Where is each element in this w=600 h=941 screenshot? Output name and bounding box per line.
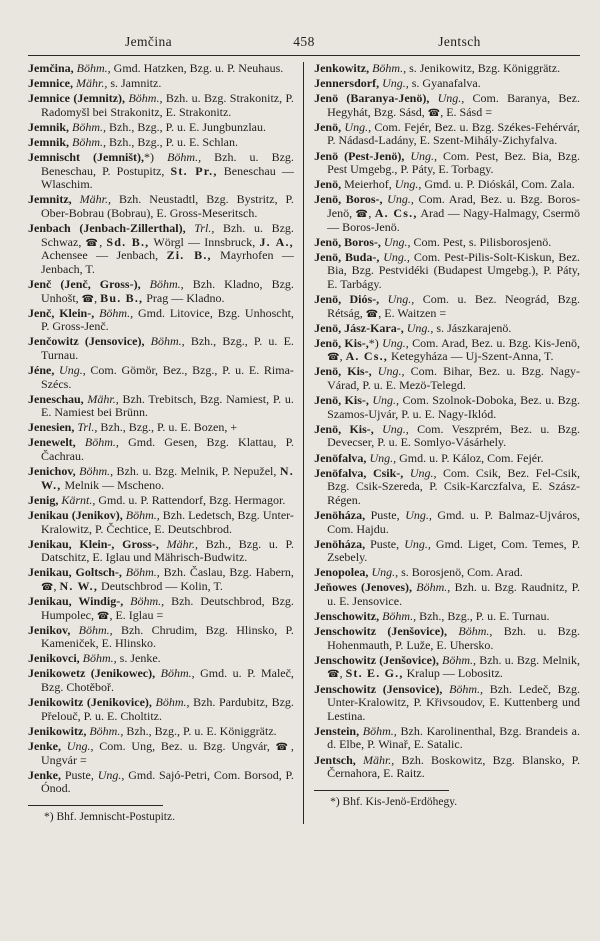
gazetteer-entry <box>28 538 294 565</box>
entry-text: Gmd. Liget, Com. Temes, P. Zsebely. <box>327 536 580 565</box>
gazetteer-entry <box>28 436 294 463</box>
entry-text: Com. Baranya, Bez. Hegyhát, Bzg. Sásd, <box>327 91 580 119</box>
entry-text: Gmd. Gesen, Bzg. Klattau, P. Čachrau. <box>41 435 294 464</box>
entry-text: Gmd. Litovice, Bzg. Unhoscht, P. Gross-Jenč. <box>41 305 294 334</box>
entry-region-abbr: Böhm., <box>94 305 134 320</box>
entry-text: Gmd. Sajó-Petri, Com. Borsod, P. Ónod. <box>41 767 294 796</box>
gazetteer-entry <box>28 307 294 334</box>
entry-region-abbr: Böhm., <box>121 565 160 580</box>
entry-region-abbr: Ung., <box>394 177 422 192</box>
entry-headword: Jenikowetz (Jenikowec), <box>28 666 156 681</box>
entry-headword: Jenö, <box>314 177 342 192</box>
left-column <box>28 62 303 824</box>
gazetteer-entry <box>28 667 294 694</box>
gazetteer-entry <box>314 365 580 392</box>
gazetteer-entry <box>28 151 294 192</box>
gazetteer-entry <box>314 581 580 608</box>
entry-region-abbr: Böhm., <box>140 276 184 291</box>
entry-headword: Jenke, <box>28 767 61 782</box>
gazetteer-entry <box>28 465 294 492</box>
entry-headword: Jenö, Kis-, <box>314 335 369 350</box>
gazetteer-entry <box>28 77 294 91</box>
entry-region-abbr: Böhm., <box>369 61 407 75</box>
entry-headword: Jemnitz, <box>28 192 72 207</box>
entry-railway-abbr: A. Cs., <box>374 205 418 220</box>
gazetteer-entry <box>314 423 580 450</box>
entry-headword: Jenikovci, <box>28 651 80 666</box>
entry-region-abbr: Böhm., <box>438 652 477 667</box>
entry-text: s. Jamnitz. <box>107 76 162 91</box>
entry-text: Com. Szolnok-Doboka, Bez. u. Bzg. Szamos-Ujvár, P. u. E. Nagy-Iklód. <box>327 393 580 421</box>
gazetteer-entry <box>314 62 580 76</box>
entry-headword: Jenöfalva, Csik-, <box>314 465 404 480</box>
entry-text: Bzh. u. Bzg. Strakonitz, P. Radomyšl bei Strakonitz, E. Strakonitz. <box>41 91 294 119</box>
entry-region-abbr: Ung., <box>405 507 432 522</box>
entry-headword: Jéne, <box>28 362 55 377</box>
entry-text: Gmd. u. P. Dióskál, Com. Zala. <box>421 177 575 192</box>
gazetteer-entry <box>28 393 294 420</box>
entry-railway-abbr: N. W., <box>59 578 99 593</box>
posthorn-icon: ☎ <box>41 581 54 593</box>
text-columns <box>28 62 580 824</box>
entry-region-abbr: Trl., <box>74 420 98 435</box>
entry-region-abbr: Böhm., <box>69 119 107 134</box>
entry-text: Com. u. Bez. Neográd, Bzg. Rétság, <box>327 292 581 320</box>
entry-region-abbr: Mähr., <box>83 391 119 406</box>
entry-railway-abbr: A. Cs., <box>345 349 388 364</box>
gazetteer-entry <box>28 725 294 739</box>
entry-text: Bzh., Bzg., P. u. E. Turnau. <box>416 609 550 624</box>
entry-text: Com. Pest, s. Pilisborosjenö. <box>410 234 552 249</box>
gazetteer-entry <box>28 624 294 651</box>
posthorn-icon: ☎ <box>85 237 100 249</box>
entry-text: Gmd. Hatzken, Bzg. u. P. Neuhaus. <box>110 61 284 75</box>
gazetteer-entry <box>28 769 294 796</box>
entry-region-abbr: Mähr., <box>355 752 395 767</box>
entry-region-abbr: Ung., <box>54 362 86 377</box>
entry-text: Bzh. u. Bzg. Melnik, P. Nepužel, <box>113 464 280 479</box>
entry-region-abbr: Mähr., <box>158 536 198 551</box>
entry-region-abbr: Ung., <box>366 450 397 465</box>
gazetteer-entry <box>28 509 294 536</box>
entry-region-abbr: Kärnt., <box>58 492 96 507</box>
entry-railway-abbr: Sd. B., <box>106 234 150 249</box>
entry-headword: Jenö, Jász-Kara-, <box>314 320 404 335</box>
gazetteer-entry <box>314 725 580 752</box>
entry-region-abbr: Böhm., <box>412 580 451 595</box>
entry-headword: Jenö (Baranya-Jenö), <box>314 91 430 106</box>
gazetteer-entry <box>314 754 580 781</box>
entry-region-abbr: Ung., <box>404 148 438 163</box>
entry-text: Beneschau — Wlaschim. <box>41 163 294 192</box>
gazetteer-entry <box>314 337 580 364</box>
entry-railway-abbr: J. A., <box>259 234 294 249</box>
entry-region-abbr: Mähr., <box>72 76 108 91</box>
entry-text: Com. Csik, Bez. Fel-Csik, Bzg. Csik-Szereda, P. Csik-Karczfalva, E. Szász-Régen. <box>327 465 581 507</box>
entry-text: Com. Bihar, Bez. u. Bzg. Nagy-Várad, P. u. E. Mezö-Telegd. <box>327 364 580 393</box>
running-head <box>28 34 580 50</box>
entry-region-abbr: Ung., <box>341 119 372 134</box>
entry-region-abbr: Trl., <box>185 221 215 236</box>
entry-headword: Jemčina, <box>28 61 74 75</box>
entry-text: Bzh. Chrudim, Bzg. Hlinsko, P. Kameniček, E. Hlinsko. <box>41 622 294 651</box>
entry-headword: Jemnik, <box>28 134 70 149</box>
posthorn-icon: ☎ <box>365 308 379 320</box>
entry-headword: Jenöfalva, <box>314 450 367 465</box>
gazetteer-entry <box>314 193 580 234</box>
entry-headword: Jenke, <box>28 738 61 753</box>
entry-headword: Jenö, Boros-, <box>314 192 383 207</box>
entry-text: Bzh. Boskowitz, Bzg. Blansko, P. Černahora, E. Raitz. <box>327 752 580 781</box>
gazetteer-entry <box>28 566 294 593</box>
footnote-rule-right <box>314 790 449 791</box>
entry-text: Bzh., Bzg., P. u. E. Turnau. <box>41 334 294 362</box>
entry-text: Bzh. u. Bzg. Raudnitz, P. u. E. Jensovice. <box>327 580 581 608</box>
entry-headword: Jenewelt, <box>28 435 76 450</box>
entry-headword: Jeňowes (Jenoves), <box>314 580 413 595</box>
entry-region-abbr: Böhm., <box>75 464 114 479</box>
entry-headword: Jenö, Buda-, <box>314 249 380 264</box>
entry-text: Com. Veszprém, Bez. u. Bzg. Devecser, P. u. E. Somlyo-Vásárhely. <box>327 421 580 450</box>
entry-headword: Jenopolea, <box>314 565 369 580</box>
entry-region-abbr: Ung., <box>382 192 414 207</box>
entry-headword: Jenikau, Windig-, <box>28 593 124 608</box>
entry-text: , Ungvár = <box>41 738 294 767</box>
entry-region-abbr: Ung., <box>380 234 411 249</box>
entry-region-abbr: Böhm., <box>151 695 190 710</box>
entry-region-abbr: Böhm., <box>79 651 117 666</box>
entry-headword: Jenkowitz, <box>314 61 370 75</box>
entry-text: Com. Arad, Bez. u. Bzg. Boros-Jenö, <box>327 192 580 220</box>
entry-railway-abbr: N. W., <box>41 464 294 492</box>
entry-headword: Jenö, Kis-, <box>314 393 369 408</box>
footnote-right: *) Bhf. Kis-Jenö-Erdöhegy. <box>330 795 458 808</box>
entry-region-abbr: Böhm., <box>447 624 493 639</box>
entry-text: , <box>53 578 60 593</box>
entry-text: Prag — Kladno. <box>143 290 225 305</box>
entry-railway-abbr: St. E. G., <box>345 666 404 681</box>
entry-text: Kralup — Lobositz. <box>403 666 503 681</box>
entry-region-abbr: Böhm., <box>155 666 195 681</box>
entry-text: Meierhof, <box>341 177 395 192</box>
gazetteer-entry <box>28 335 294 362</box>
entry-region-abbr: Ung., <box>429 91 465 106</box>
posthorn-icon: ☎ <box>97 610 110 622</box>
gazetteer-entry <box>314 610 580 624</box>
entry-region-abbr: Böhm., <box>442 681 484 696</box>
entry-headword: Jenbach (Jenbach-Zillerthal), <box>28 221 186 236</box>
entry-headword: Jenikowitz (Jenikovice), <box>28 695 152 710</box>
entry-headword: Jennersdorf, <box>314 76 380 91</box>
gazetteer-entry <box>28 92 294 119</box>
entry-text: Deutschbrod — Kolin, T. <box>98 578 223 593</box>
entry-text: Bzh. Ledetsch, Bzg. Unter-Kralowitz, P. Čechtice, E. Deutschbrod. <box>41 507 294 536</box>
running-head-right-keyword: Jentsch <box>438 34 481 49</box>
entry-region-abbr: Ung., <box>371 364 405 379</box>
gazetteer-entry <box>28 278 294 305</box>
entry-headword: Jenschowitz (Jenšovice), <box>314 652 439 667</box>
gazetteer-entry <box>28 696 294 723</box>
entry-text: , <box>339 666 346 681</box>
gazetteer-entry <box>314 251 580 292</box>
gazetteer-entry <box>314 452 580 466</box>
entry-headword: Jemnice (Jemnitz), <box>28 91 126 106</box>
entry-railway-abbr: Zi. B., <box>166 248 212 263</box>
gazetteer-entry <box>28 421 294 435</box>
entry-region-abbr: Ung., <box>403 320 434 335</box>
gazetteer-entry <box>28 62 294 76</box>
gazetteer-entry <box>28 652 294 666</box>
entry-text: Bzh. Trebitsch, Bzg. Namiest, P. u. E. Namiest bei Brünn. <box>41 391 294 420</box>
entry-text: Bzh., Bzg., P. u. E. Bozen, + <box>97 420 238 435</box>
gazetteer-entry <box>314 92 580 119</box>
entry-text: Puste, <box>365 507 406 522</box>
entry-text: Mayrhofen — Jenbach, T. <box>41 248 294 276</box>
gazetteer-entry <box>314 150 580 177</box>
entry-text: Bzh. Kladno, Bzg. Unhošt, <box>41 276 294 305</box>
entry-region-abbr: Böhm., <box>123 593 165 608</box>
entry-text: Com. Pest-Pilis-Solt-Kiskun, Bez. Bia, Bzg. Pestvidéki (Budapest Umgebg.), P. Páty, E. Tarbágy. <box>327 249 580 291</box>
entry-headword: Jenschowitz (Jensovice), <box>314 681 443 696</box>
entry-region-abbr: Mähr., <box>71 192 111 207</box>
entry-text: s. Jenikowitz, Bzg. Königgrätz. <box>406 61 561 75</box>
gazetteer-entry <box>314 77 580 91</box>
posthorn-icon: ☎ <box>81 293 95 305</box>
gazetteer-entry <box>314 322 580 336</box>
entry-text: Bzh., Bzg., P. u. E. Königgrätz. <box>123 723 277 738</box>
entry-railway-abbr: St. Pr., <box>170 163 218 178</box>
entry-text: Bzh. Ledeč, Bzg. Unter-Kralowitz, P. Křivsoudov, E. Kuttenberg und Lestina. <box>327 681 581 723</box>
gazetteer-entry <box>28 193 294 220</box>
entry-text: Bzh., Bzg., P. u. E. Jungbunzlau. <box>106 119 267 134</box>
entry-headword: Jenesien, <box>28 420 75 435</box>
posthorn-icon: ☎ <box>275 741 291 753</box>
gazetteer-entry <box>314 538 580 565</box>
entry-text: s. Gyanafalva. <box>408 76 481 91</box>
footnote-left: *) Bhf. Jemnischt-Postupitz. <box>44 810 175 823</box>
running-head-left-keyword: Jemčina <box>124 34 173 49</box>
entry-text: Gmd. u. P. Rattendorf, Bzg. Hermagor. <box>95 492 286 507</box>
entry-headword: Jenöháza, <box>314 536 366 551</box>
entry-text: Com. Gömör, Bez., Bzg., P. u. E. Rima-Szécs. <box>41 362 294 391</box>
entry-headword: Jenčowitz (Jensovice), <box>28 334 145 349</box>
entry-headword: Jenschowitz, <box>314 609 380 624</box>
posthorn-icon: ☎ <box>355 208 369 220</box>
entry-headword: Jenschowitz (Jenšovice), <box>314 624 448 639</box>
entry-text: Bzh. Pardubitz, Bzg. Přelouč, P. u. E. Choltitz. <box>41 695 294 723</box>
entry-headword: Jenč (Jenč, Gross-), <box>28 276 141 291</box>
entry-region-abbr: Böhm., <box>144 334 185 349</box>
entry-region-abbr: Ung., <box>403 465 437 480</box>
entry-text: , <box>339 349 346 364</box>
entry-text: s. Jászkarajenö. <box>433 320 512 335</box>
entry-region-abbr: Ung., <box>379 76 409 91</box>
entry-headword: Jenč, Klein-, <box>28 305 95 320</box>
gazetteer-entry <box>314 509 580 536</box>
entry-region-abbr: Böhm., <box>359 723 397 738</box>
entry-text: , E. Iglau = <box>109 607 164 622</box>
entry-text: Com. Pest, Bez. Bia, Bzg. Pest Umgebg., P. Páty, E. Torbagy. <box>327 148 580 177</box>
entry-region-abbr: Böhm., <box>73 61 111 75</box>
entry-headword: Jenikau (Jenikov), <box>28 507 123 522</box>
entry-headword: Jenikau, Klein-, Gross-, <box>28 536 159 551</box>
entry-headword: Jenö, Kis-, <box>314 421 374 436</box>
entry-text: Bzh. Časlau, Bzg. Habern, <box>159 565 294 580</box>
gazetteer-entry <box>314 654 580 681</box>
entry-text: Bzh. u. Bzg. Hohenmauth, P. Luže, E. Uhersko. <box>327 624 581 652</box>
entry-region-abbr: Ung., <box>368 393 400 408</box>
entry-text: , <box>368 205 375 220</box>
gazetteer-entry <box>314 625 580 652</box>
entry-region-abbr: Ung., <box>97 767 125 782</box>
entry-text: Gmd. u. P. Balmaz-Ujváros, Com. Hajdu. <box>327 507 580 536</box>
entry-text: Bzh. Neustadtl, Bzg. Bystritz, P. Ober-Bobrau (Bobrau), E. Gross-Meseritsch. <box>41 192 294 220</box>
entry-text: Gmd. u. P. Maleč, Bzg. Chotěboř. <box>41 666 294 695</box>
gazetteer-entry <box>28 494 294 508</box>
entry-region-abbr: Böhm., <box>167 150 202 165</box>
gazetteer-entry <box>28 595 294 622</box>
entry-text: Puste, <box>365 536 405 551</box>
entry-text: Puste, <box>61 767 98 782</box>
entry-headword: Jenö (Pest-Jenö), <box>314 148 405 163</box>
entry-text: Achensee — Jenbach, <box>41 248 167 263</box>
entry-headword: Jenö, Kis-, <box>314 364 372 379</box>
entry-headword: Jenö, Boros-, <box>314 234 381 249</box>
entry-text: Wörgl — Innsbruck, <box>149 234 260 249</box>
posthorn-icon: ☎ <box>427 107 441 119</box>
entry-headword: Jenö, Diós-, <box>314 292 380 306</box>
gazetteer-entry <box>314 566 580 580</box>
entry-region-abbr: Böhm., <box>125 91 163 106</box>
entry-headword: Jemnice, <box>28 76 73 91</box>
posthorn-icon: ☎ <box>327 352 340 364</box>
entry-text: *) <box>368 335 383 350</box>
entry-headword: Jemnik, <box>28 119 70 134</box>
entry-region-abbr: Böhm., <box>75 435 119 450</box>
entry-region-abbr: Böhm., <box>86 723 124 738</box>
right-column <box>304 62 580 824</box>
entry-text: , <box>94 290 101 305</box>
entry-headword: Jenikau, Goltsch-, <box>28 565 122 580</box>
entry-text: Gmd. u. P. Káloz, Com. Fejér. <box>396 450 544 465</box>
entry-text: Bzh. Karolinenthal, Bzg. Brandeis a. d. Elbe, P. Winař, E. Satalic. <box>327 723 580 752</box>
gazetteer-entry <box>314 394 580 421</box>
entry-headword: Jenikowitz, <box>28 723 87 738</box>
entry-region-abbr: Ung., <box>61 738 94 753</box>
entry-region-abbr: Ung., <box>382 335 409 350</box>
entry-text: Com. Fejér, Bez. u. Bzg. Székes-Fehérvár, P. Nádasd-Ladány, E. Szent-Mihály-Zichyfalva. <box>327 119 581 148</box>
page-number: 458 <box>293 34 315 49</box>
entry-text: Bzh., Bzg., P. u. E. Schlan. <box>106 134 239 149</box>
entry-headword: Jenikov, <box>28 622 71 637</box>
entry-text: Bzh., Bzg. u. P. Datschitz, E. Iglau und Mährisch-Budwitz. <box>41 536 294 565</box>
entry-headword: Jenstein, <box>314 723 360 738</box>
gazetteer-entry <box>314 236 580 250</box>
entry-headword: Jeneschau, <box>28 391 84 406</box>
entry-text: , <box>99 234 107 249</box>
entry-text: , E. Sásd = <box>440 104 492 119</box>
entry-headword: Jenöháza, <box>314 507 366 522</box>
entry-text: , E. Waitzen = <box>378 305 447 320</box>
entry-region-abbr: Böhm., <box>122 507 160 522</box>
entry-region-abbr: Ung., <box>379 249 410 264</box>
entry-text: Bzh. u. Bzg. Melnik, <box>476 652 580 667</box>
entry-text: Bzh. u. Bzg. Beneschau, P. Postupitz, <box>41 150 294 178</box>
entry-text: s. Borosjenö, Com. Arad. <box>398 565 523 580</box>
gazetteer-entry <box>314 683 580 724</box>
gazetteer-entry <box>314 121 580 148</box>
entry-headword: Jenö, <box>314 119 342 134</box>
gazetteer-entry <box>28 364 294 391</box>
entry-headword: Jenig, <box>28 492 59 507</box>
entry-text: Bzh. Deutschbrod, Bzg. Humpolec, <box>41 593 294 622</box>
entry-text: Com. Arad, Bez. u. Bzg. Kis-Jenö, <box>408 335 580 350</box>
header-rule <box>28 55 580 56</box>
gazetteer-entry <box>28 222 294 276</box>
footnote-rule-left <box>28 805 163 806</box>
entry-headword: Jemnischt (Jemništ), <box>28 150 145 165</box>
entry-headword: Jentsch, <box>314 752 356 767</box>
posthorn-icon: ☎ <box>327 669 340 681</box>
entry-headword: Jenichov, <box>28 464 76 479</box>
gazetteer-entry <box>28 740 294 767</box>
entry-region-abbr: Ung., <box>379 292 415 306</box>
entry-region-abbr: Böhm., <box>379 609 417 624</box>
entry-text: Arad — Nagy-Halmagy, Csermö — Boros-Jenö. <box>327 205 581 234</box>
entry-text: Com. Ung, Bez. u. Bzg. Ungvár, <box>93 738 276 753</box>
entry-text: Bzh. u. Bzg. Schwaz, <box>41 221 294 249</box>
gazetteer-entry <box>28 121 294 135</box>
entry-text: Melnik — Mscheno. <box>61 477 165 492</box>
gazetteer-entry <box>28 136 294 150</box>
entry-text: s. Jenke. <box>116 651 161 666</box>
entry-railway-abbr: Bu. B., <box>100 290 144 305</box>
gazetteer-entry <box>314 293 580 320</box>
entry-region-abbr: Ung., <box>368 565 399 580</box>
entry-region-abbr: Böhm., <box>70 622 113 637</box>
gazetteer-entry <box>314 467 580 508</box>
entry-region-abbr: Ung., <box>404 536 431 551</box>
entry-text: Ketegyháza — Uj-Szent-Anna, T. <box>387 349 554 364</box>
entry-region-abbr: Böhm., <box>69 134 107 149</box>
entry-text: *) <box>144 150 168 165</box>
entry-region-abbr: Ung., <box>373 421 409 436</box>
gazetteer-entry <box>314 178 580 192</box>
